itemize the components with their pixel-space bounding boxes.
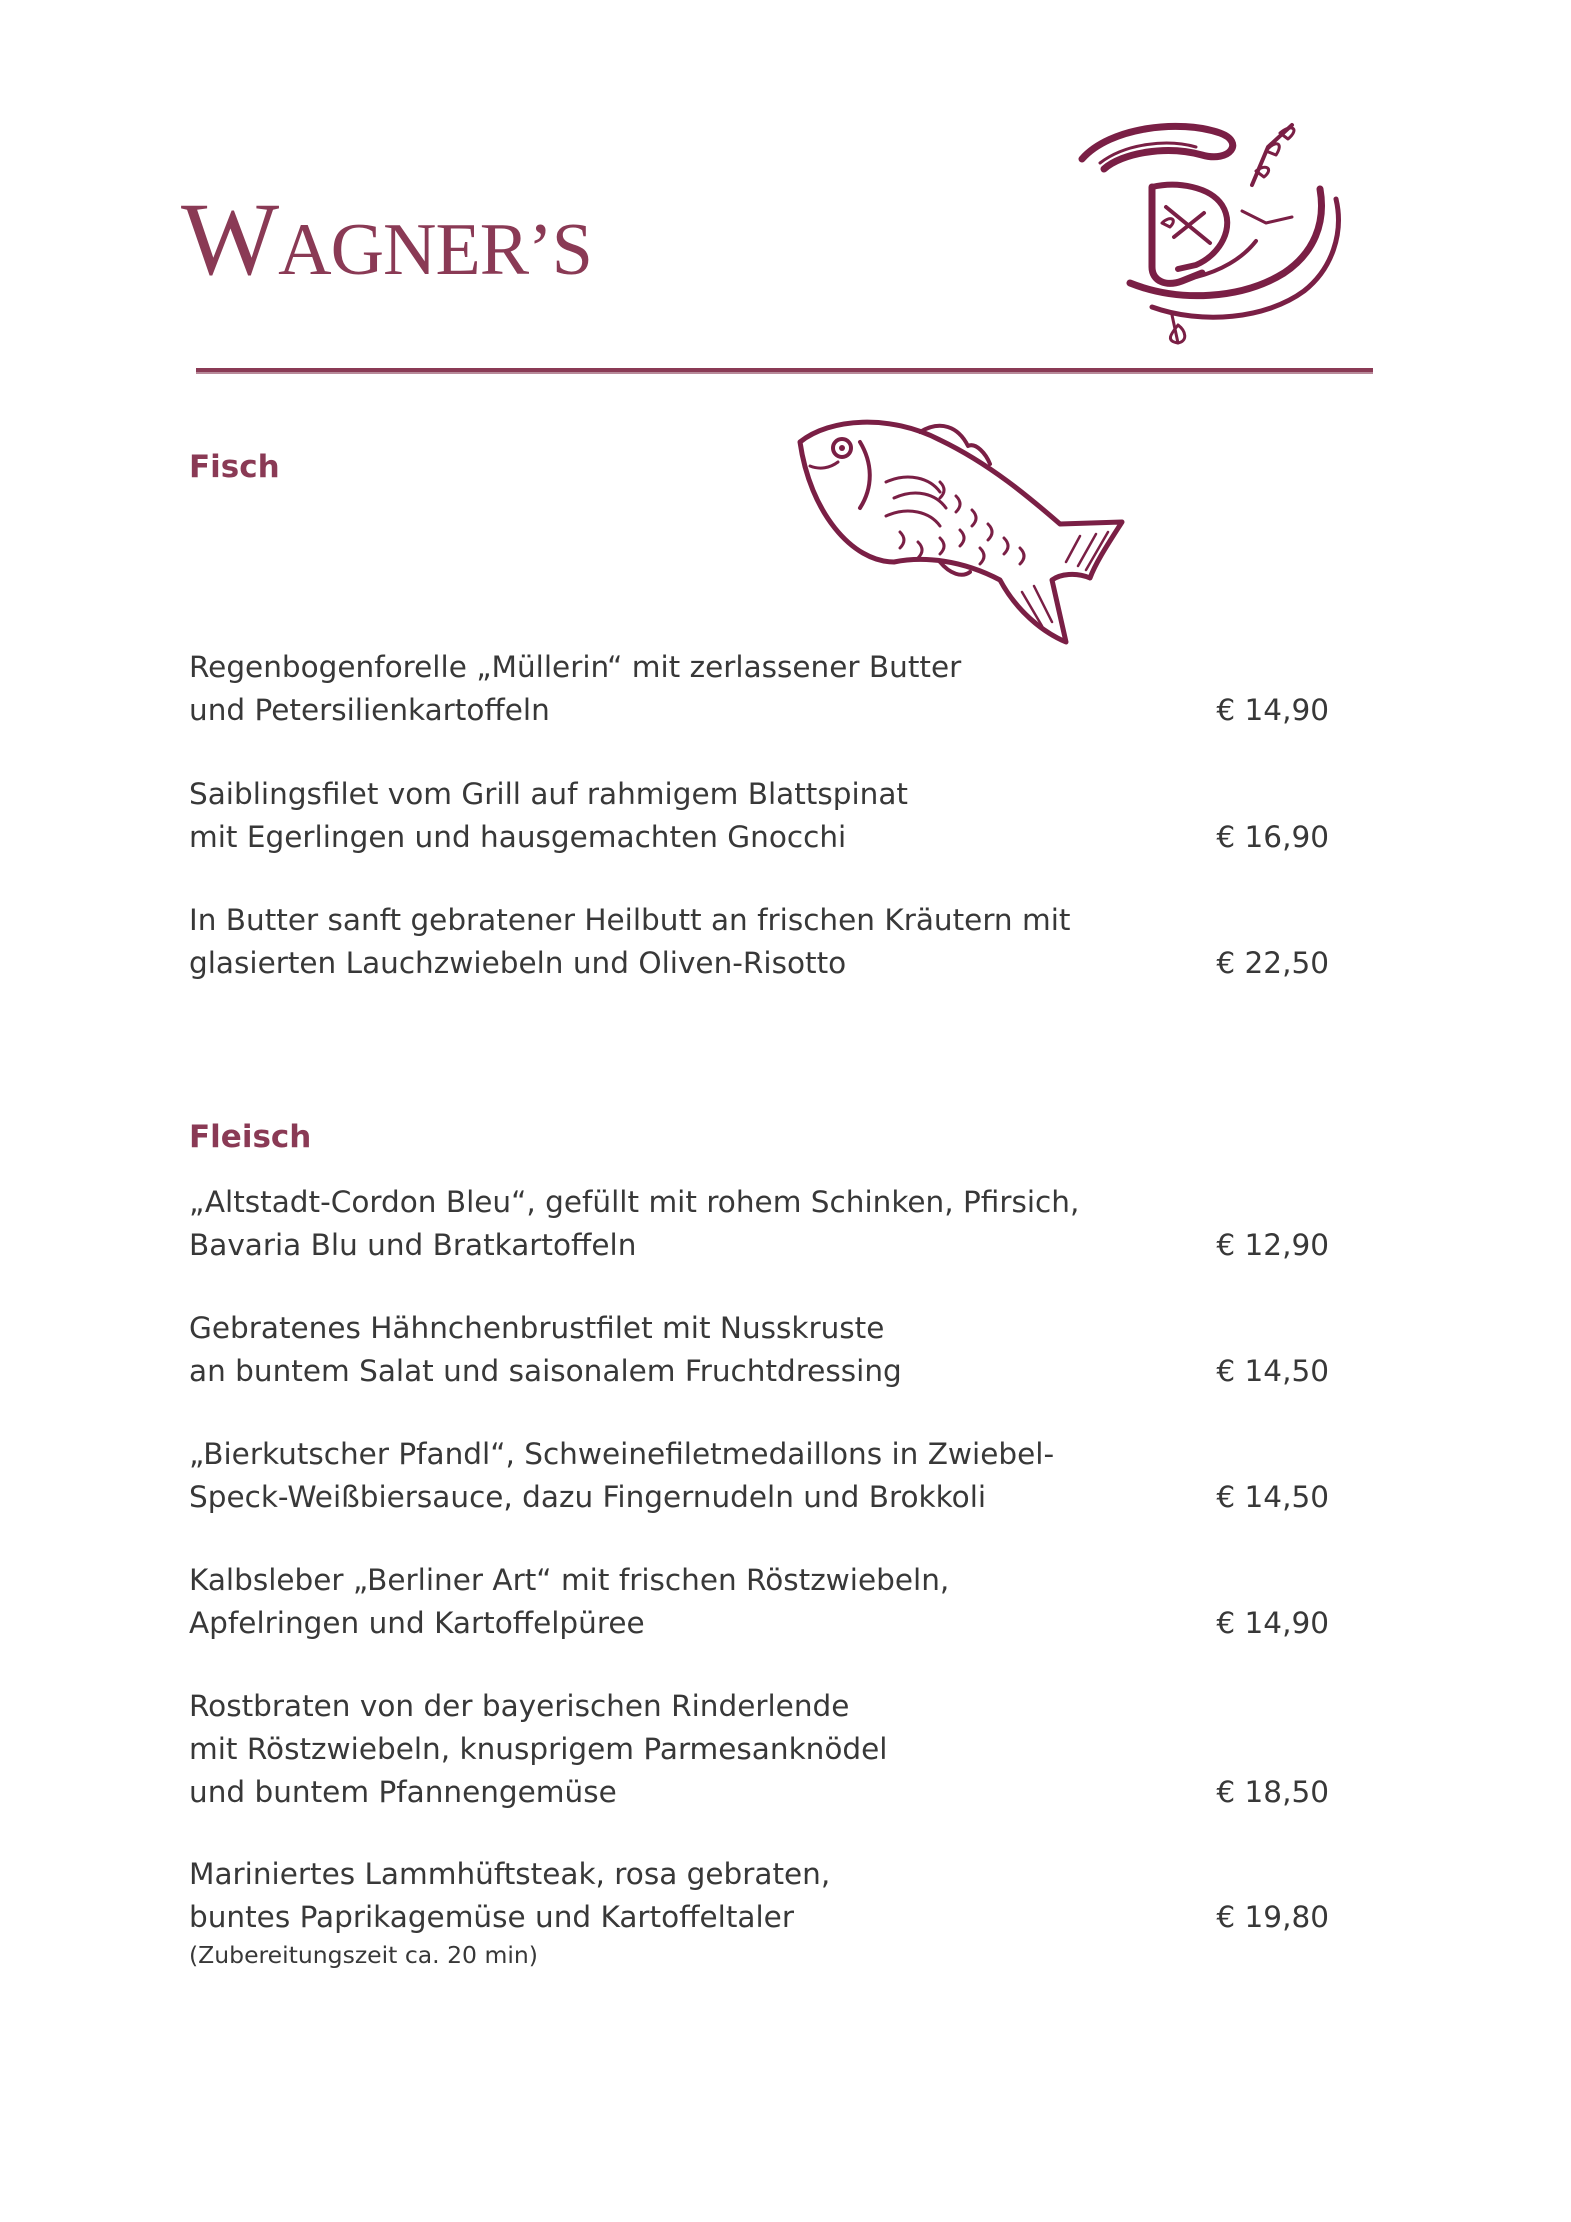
dish-description-line: Mariniertes Lammhüftsteak, rosa gebraten, xyxy=(189,1857,831,1891)
dish-description-line: Apfelringen und Kartoffelpüree xyxy=(189,1606,645,1640)
menu-item xyxy=(189,773,1329,859)
dish-description-line: Rostbraten von der bayerischen Rinderlende xyxy=(189,1689,850,1723)
dish-description-line: mit Röstzwiebeln, knusprigem Parmesanknödel xyxy=(189,1732,888,1766)
dish-description-line: Kalbsleber „Berliner Art“ mit frischen Röstzwiebeln, xyxy=(189,1563,950,1597)
fish-icon xyxy=(790,412,1130,652)
preparation-time-note: (Zubereitungszeit ca. 20 min) xyxy=(189,1941,538,1969)
dish-description-line: Saiblingsfilet vom Grill auf rahmigem Blattspinat xyxy=(189,777,908,811)
menu-item xyxy=(189,1307,1329,1393)
dish-price: € 16,90 xyxy=(1216,820,1329,854)
dish-price: € 14,50 xyxy=(1216,1480,1329,1514)
dish-description-line: In Butter sanft gebratener Heilbutt an frischen Kräutern mit xyxy=(189,903,1071,937)
dish-description-line: Speck-Weißbiersauce, dazu Fingernudeln und Brokkoli xyxy=(189,1480,987,1514)
dish-description-line: und Petersilienkartoffeln xyxy=(189,693,550,727)
dish-description-line: „Altstadt-Cordon Bleu“, gefüllt mit rohem Schinken, Pfirsich, xyxy=(189,1185,1080,1219)
brand-logo xyxy=(181,182,592,297)
header-divider xyxy=(196,368,1373,374)
menu-item xyxy=(189,646,1329,732)
menu-item xyxy=(189,899,1329,985)
section-title-fisch: Fisch xyxy=(189,449,280,485)
dish-description-line: mit Egerlingen und hausgemachten Gnocchi xyxy=(189,820,847,854)
dish-description-line: Regenbogenforelle „Müllerin“ mit zerlassener Butter xyxy=(189,650,962,684)
menu-item xyxy=(189,1685,1329,1814)
dish-price: € 19,80 xyxy=(1216,1900,1329,1934)
emblem-icon xyxy=(1070,115,1370,350)
menu-item xyxy=(189,1559,1329,1645)
dish-description-line: an buntem Salat und saisonalem Fruchtdressing xyxy=(189,1354,902,1388)
dish-description-line: glasierten Lauchzwiebeln und Oliven-Risotto xyxy=(189,946,847,980)
menu-item xyxy=(189,1853,1329,1971)
dish-description-line: Gebratenes Hähnchenbrustfilet mit Nusskruste xyxy=(189,1311,885,1345)
dish-description-line: buntes Paprikagemüse und Kartoffeltaler xyxy=(189,1900,794,1934)
menu-item xyxy=(189,1433,1329,1519)
dish-price: € 12,90 xyxy=(1216,1228,1329,1262)
dish-description-line: „Bierkutscher Pfandl“, Schweinefiletmedaillons in Zwiebel- xyxy=(189,1437,1055,1471)
dish-description-line: und buntem Pfannengemüse xyxy=(189,1775,617,1809)
dish-price: € 14,50 xyxy=(1216,1354,1329,1388)
dish-price: € 22,50 xyxy=(1216,946,1329,980)
brand-name: AGNER’S xyxy=(278,209,592,291)
dish-price: € 18,50 xyxy=(1216,1775,1329,1809)
dish-price: € 14,90 xyxy=(1216,693,1329,727)
dish-price: € 14,90 xyxy=(1216,1606,1329,1640)
section-title-fleisch: Fleisch xyxy=(189,1119,312,1155)
menu-item xyxy=(189,1181,1329,1267)
brand-initial: W xyxy=(181,182,279,297)
dish-description-line: Bavaria Blu und Bratkartoffeln xyxy=(189,1228,637,1262)
